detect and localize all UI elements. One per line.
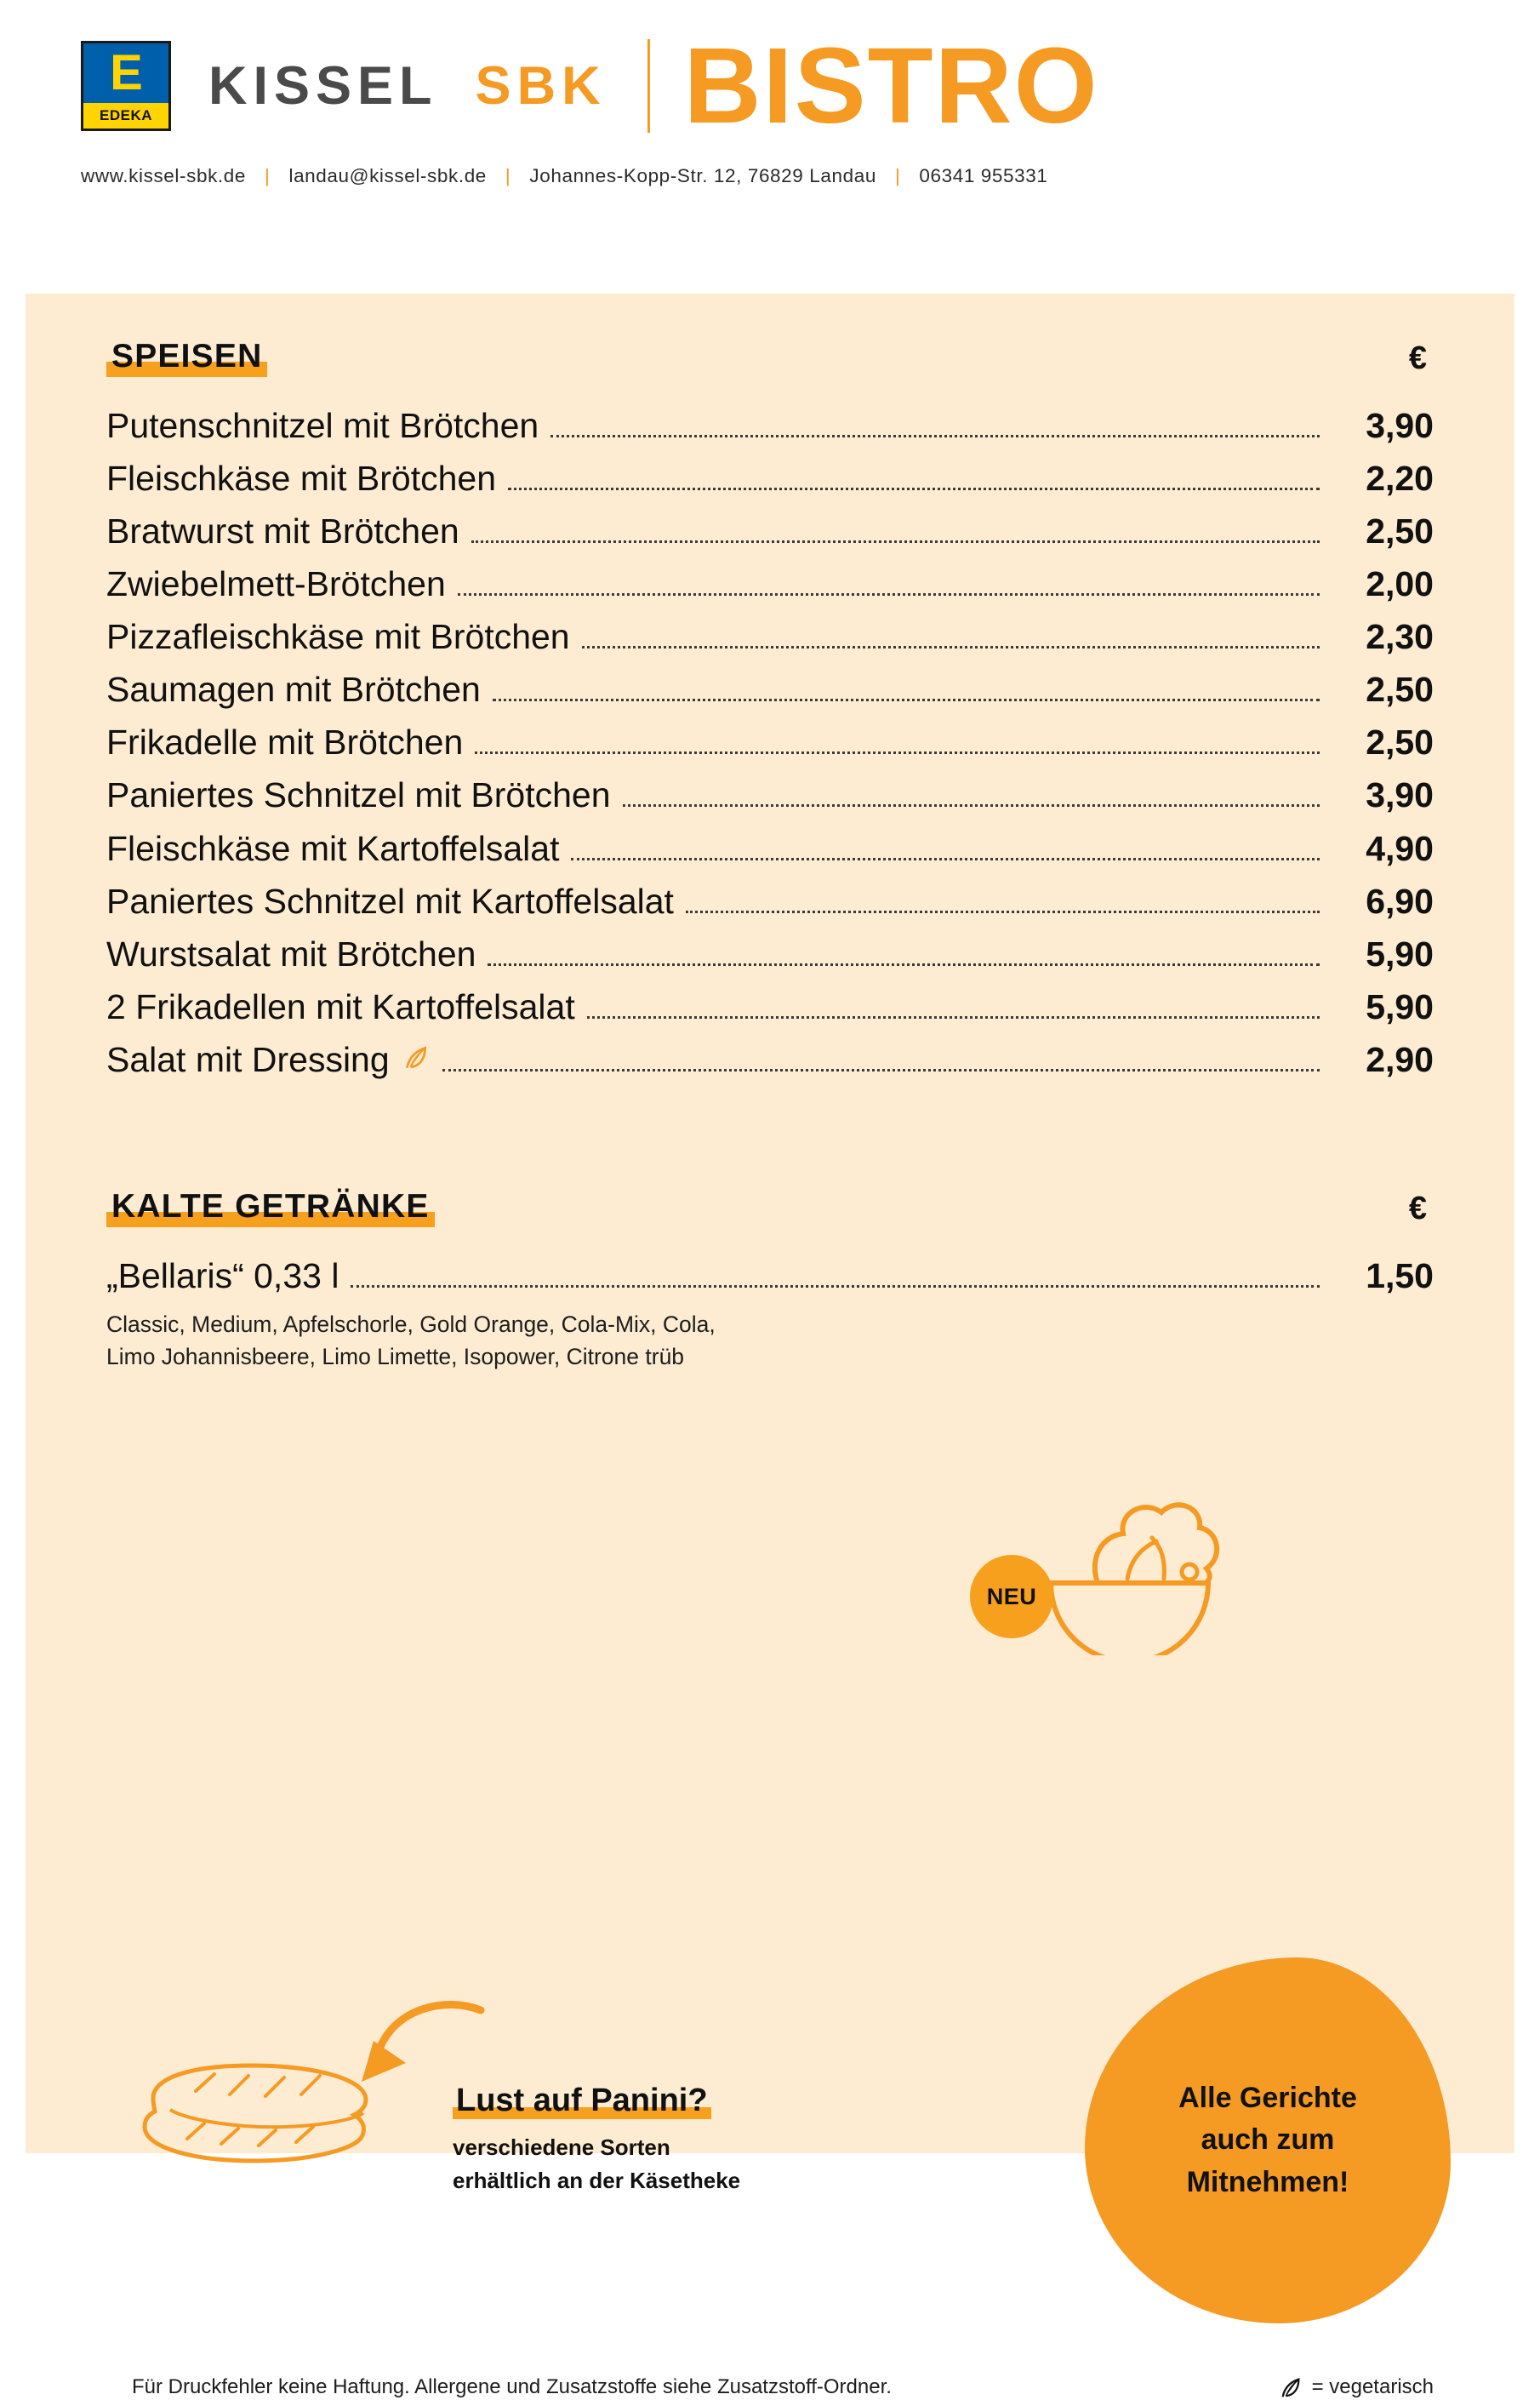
drink-item-price: 1,50 bbox=[1366, 1255, 1434, 1295]
menu-item bbox=[106, 610, 1434, 663]
getraenke-section-header bbox=[106, 1188, 1434, 1227]
menu-item-name: Fleischkäse mit Brötchen bbox=[106, 459, 497, 499]
contact-separator-1: | bbox=[265, 165, 271, 186]
menu-panel bbox=[26, 294, 1514, 2398]
leader-dots bbox=[550, 434, 1320, 437]
edeka-logo-letter: E bbox=[110, 45, 142, 100]
menu-item-price: 2,50 bbox=[1366, 511, 1434, 551]
menu-item-name: Bratwurst mit Brötchen bbox=[106, 511, 459, 551]
menu-item-price: 5,90 bbox=[1366, 934, 1434, 974]
panini-text bbox=[453, 2083, 740, 2197]
contact-separator-3: | bbox=[894, 165, 901, 186]
menu-item-name: Paniertes Schnitzel mit Brötchen bbox=[106, 775, 611, 815]
leader-dots bbox=[442, 1068, 1320, 1071]
menu-item-price: 2,30 bbox=[1366, 617, 1434, 657]
sbk-wordmark: SBK bbox=[475, 56, 607, 116]
menu-item bbox=[106, 1033, 1434, 1086]
menu-item bbox=[106, 980, 1434, 1033]
salad-bowl-icon bbox=[970, 1494, 1276, 1655]
neu-badge: NEU bbox=[970, 1555, 1053, 1638]
menu-item-name: Pizzafleischkäse mit Brötchen bbox=[106, 617, 570, 657]
getraenke-currency: € bbox=[1408, 1190, 1427, 1226]
footer bbox=[132, 2374, 1434, 2400]
takeaway-line-1: Alle Gerichte bbox=[1178, 2082, 1357, 2115]
leader-dots bbox=[488, 963, 1320, 966]
menu-item bbox=[106, 505, 1434, 557]
menu-item-name: Wurstsalat mit Brötchen bbox=[106, 934, 476, 974]
menu-item-name: Paniertes Schnitzel mit Kartoffelsalat bbox=[106, 881, 674, 921]
menu-item-price: 2,50 bbox=[1366, 670, 1434, 710]
panini-subtitle-line-2: erhältlich an der Käsetheke bbox=[453, 2168, 741, 2193]
panini-subtitle bbox=[453, 2131, 740, 2197]
contact-address: Johannes-Kopp-Str. 12, 76829 Landau bbox=[529, 165, 876, 186]
vegetarian-leaf-icon bbox=[1278, 2374, 1303, 2400]
edeka-logo bbox=[81, 41, 171, 131]
leader-dots bbox=[571, 857, 1320, 860]
footer-disclaimer: Für Druckfehler keine Haftung. Allergene und Zusatzstoffe siehe Zusatzstoff-Ordner. bbox=[132, 2375, 892, 2398]
panini-title: Lust auf Panini? bbox=[453, 2083, 711, 2119]
menu-item bbox=[106, 452, 1434, 505]
edeka-logo-wordmark: EDEKA bbox=[99, 107, 152, 123]
menu-item-price: 2,00 bbox=[1366, 564, 1434, 604]
menu-item-price: 6,90 bbox=[1366, 881, 1434, 921]
speisen-currency: € bbox=[1408, 340, 1427, 376]
speisen-list bbox=[106, 399, 1434, 1086]
takeaway-line-2: auch zum bbox=[1201, 2123, 1335, 2157]
menu-item-name: Frikadelle mit Brötchen bbox=[106, 723, 464, 763]
speisen-title: SPEISEN bbox=[106, 338, 267, 377]
drink-varieties bbox=[106, 1309, 1434, 1373]
leader-dots bbox=[587, 1015, 1320, 1019]
leader-dots bbox=[582, 645, 1320, 649]
contact-separator-2: | bbox=[505, 165, 511, 186]
panini-subtitle-line-1: verschiedene Sorten bbox=[453, 2134, 670, 2160]
leader-dots bbox=[458, 592, 1320, 596]
leader-dots bbox=[351, 1284, 1320, 1288]
menu-inner bbox=[26, 294, 1514, 1373]
menu-item bbox=[106, 928, 1434, 980]
contact-phone: 06341 955331 bbox=[919, 165, 1048, 186]
kissel-wordmark: KISSEL bbox=[208, 56, 438, 116]
brand-row bbox=[81, 0, 1459, 146]
drink-varieties-line-1: Classic, Medium, Apfelschorle, Gold Orange, Cola-Mix, Cola, bbox=[106, 1311, 716, 1337]
leader-dots bbox=[475, 751, 1320, 754]
menu-item-name: Zwiebelmett-Brötchen bbox=[106, 564, 446, 604]
speisen-section-header bbox=[106, 338, 1434, 377]
getraenke-title: KALTE GETRÄNKE bbox=[106, 1188, 435, 1227]
menu-item-price: 4,90 bbox=[1366, 828, 1434, 868]
menu-item bbox=[106, 557, 1434, 610]
bistro-title: BISTRO bbox=[683, 26, 1099, 146]
contact-email[interactable]: landau@kissel-sbk.de bbox=[288, 165, 487, 186]
menu-item-price: 5,90 bbox=[1366, 986, 1434, 1026]
menu-item-price: 3,90 bbox=[1366, 406, 1434, 445]
salad-decoration bbox=[970, 1494, 1276, 1655]
menu-item bbox=[106, 769, 1434, 821]
edeka-logo-bar bbox=[83, 43, 168, 103]
takeaway-text bbox=[1178, 2077, 1357, 2203]
drink-item-name: „Bellaris“ 0,33 l bbox=[106, 1255, 339, 1295]
header-divider bbox=[647, 39, 650, 133]
takeaway-badge bbox=[1085, 1957, 1451, 2323]
leader-dots bbox=[471, 540, 1320, 543]
leader-dots bbox=[686, 910, 1320, 913]
leader-dots bbox=[493, 698, 1320, 701]
menu-item bbox=[106, 822, 1434, 875]
menu-item-price: 3,90 bbox=[1366, 775, 1434, 815]
menu-item bbox=[106, 716, 1434, 769]
takeaway-line-3: Mitnehmen! bbox=[1186, 2165, 1349, 2198]
vegetarian-leaf-icon bbox=[402, 1037, 431, 1082]
menu-item-name: Putenschnitzel mit Brötchen bbox=[106, 406, 539, 445]
leader-dots bbox=[508, 487, 1320, 490]
menu-item bbox=[106, 399, 1434, 452]
vegetarian-legend-label: = vegetarisch bbox=[1311, 2375, 1434, 2398]
contact-website[interactable]: www.kissel-sbk.de bbox=[81, 165, 247, 186]
menu-item-price: 2,20 bbox=[1366, 459, 1434, 499]
vegetarian-legend bbox=[1278, 2374, 1434, 2400]
curved-arrow-icon bbox=[353, 2000, 489, 2094]
menu-item bbox=[106, 875, 1434, 928]
menu-item-price: 2,90 bbox=[1366, 1039, 1434, 1079]
page-header bbox=[0, 0, 1540, 247]
menu-item-name: Fleischkäse mit Kartoffelsalat bbox=[106, 828, 560, 868]
menu-item-name: 2 Frikadellen mit Kartoffelsalat bbox=[106, 986, 575, 1026]
menu-item bbox=[106, 663, 1434, 716]
leader-dots bbox=[623, 803, 1320, 807]
menu-item-name: Saumagen mit Brötchen bbox=[106, 670, 481, 710]
drink-item bbox=[106, 1249, 1434, 1302]
getraenke-list bbox=[106, 1249, 1434, 1373]
menu-item-price: 2,50 bbox=[1366, 723, 1434, 763]
menu-item-name: Salat mit Dressing bbox=[106, 1039, 390, 1079]
drink-varieties-line-2: Limo Johannisbeere, Limo Limette, Isopower, Citrone trüb bbox=[106, 1343, 685, 1369]
